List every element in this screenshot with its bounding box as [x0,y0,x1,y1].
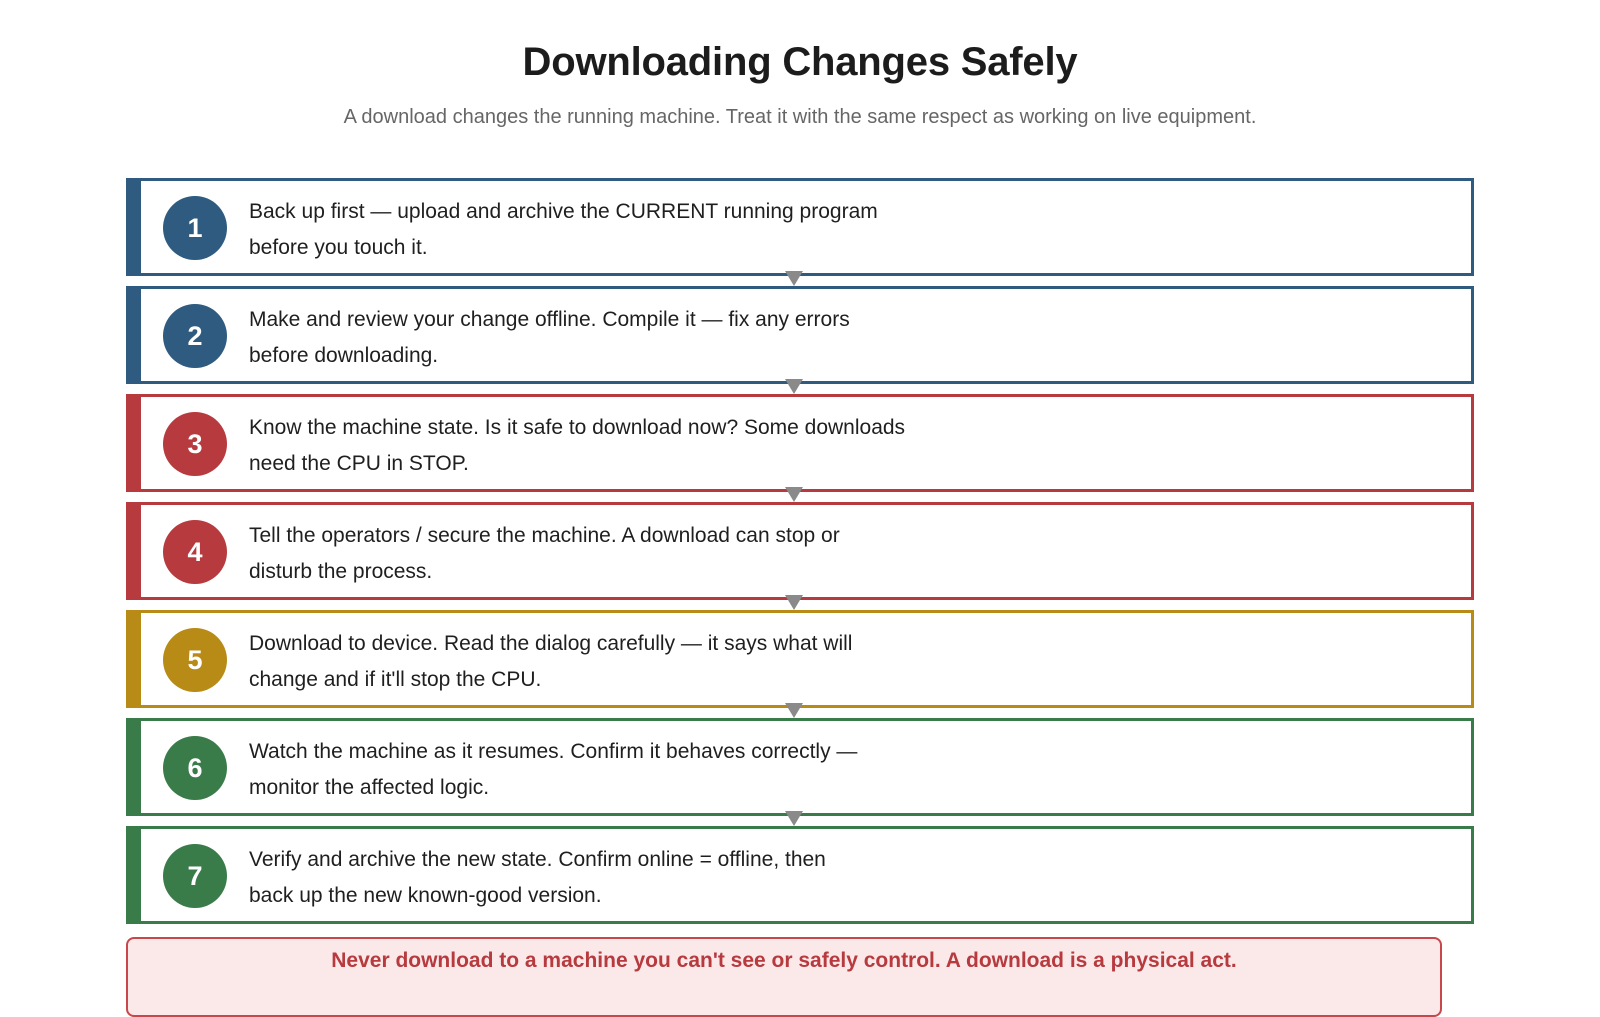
step-description-line: Know the machine state. Is it safe to download now? Some downloads [249,416,906,439]
step-description-line: change and if it'll stop the CPU. [249,667,542,691]
step-card-2 [126,286,1474,384]
step-description [249,194,929,265]
arrow-down-icon [785,595,803,610]
arrow-down-icon [785,703,803,718]
steps-flow [126,178,1474,924]
step-card-7 [126,826,1474,924]
arrow-down-icon [785,379,803,394]
step-number-badge: 7 [163,844,227,908]
step-description-line: before you touch it. [249,235,428,259]
step-number-badge: 1 [163,196,227,260]
arrow-down-icon [785,271,803,286]
warning-text: Never download to a machine you can't see or safely control. A download is a physical act. [331,949,1237,972]
step-description-line: Watch the machine as it resumes. Confirm it behaves correctly — [249,740,858,763]
arrow-down-icon [785,487,803,502]
page-title: Downloading Changes Safely [522,40,1078,84]
step-description [249,626,929,697]
step-number-badge: 5 [163,628,227,692]
step-description-line: before downloading. [249,343,439,367]
step-card-4 [126,502,1474,600]
arrow-down-icon [785,811,803,826]
step-card-3 [126,394,1474,492]
step-description [249,734,929,805]
step-description-line: Verify and archive the new state. Confirm online = offline, then [249,848,826,871]
step-card-1 [126,178,1474,276]
step-description [249,518,929,589]
step-description-line: Tell the operators / secure the machine. A download can stop or [249,524,840,547]
step-card-5 [126,610,1474,708]
step-description-line: Back up first — upload and archive the CURRENT running program [249,200,878,223]
step-description-line: Download to device. Read the dialog carefully — it says what will [249,632,853,655]
step-number-badge: 3 [163,412,227,476]
step-description-line: monitor the affected logic. [249,775,490,799]
step-description-line: back up the new known-good version. [249,883,602,907]
page-subtitle: A download changes the running machine. Treat it with the same respect as working on live equipment. [343,106,1257,128]
warning-banner [126,937,1442,1017]
step-description-line: need the CPU in STOP. [249,451,469,475]
step-description-line: disturb the process. [249,559,433,583]
step-description [249,410,929,481]
step-number-badge: 2 [163,304,227,368]
step-description-line: Make and review your change offline. Compile it — fix any errors [249,308,850,331]
step-description [249,842,929,913]
step-number-badge: 4 [163,520,227,584]
step-description [249,302,929,373]
step-card-6 [126,718,1474,816]
step-number-badge: 6 [163,736,227,800]
